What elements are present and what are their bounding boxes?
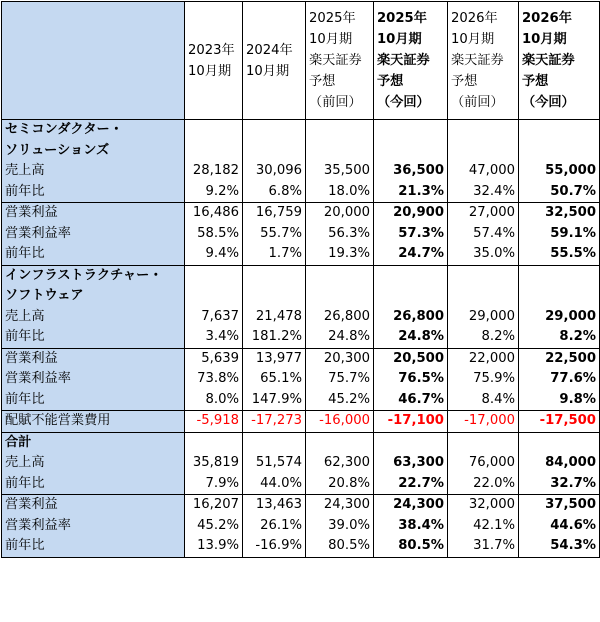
value: 24,300: [323, 497, 370, 512]
value-cell: [374, 348, 448, 411]
unallocated-row: [2, 411, 600, 433]
row-label-line: 前年比: [5, 475, 45, 491]
value: 29,000: [468, 308, 515, 324]
segment-sales-block: [2, 265, 600, 348]
value: 13.9%: [197, 538, 239, 553]
value: 62,300: [323, 455, 370, 470]
value: 8.2%: [481, 329, 515, 344]
value: 16,207: [192, 497, 239, 512]
corner-cell: [2, 2, 185, 120]
value: 47,000: [468, 163, 515, 178]
value-cell: [374, 411, 448, 433]
value: 16,759: [255, 205, 302, 220]
row-label-line: 営業利益率: [5, 517, 71, 533]
value: 55.7%: [260, 225, 302, 241]
value: 45.2%: [197, 517, 239, 533]
row-label-line: セミコンダクター・: [5, 122, 123, 137]
value-cell: [519, 432, 600, 495]
value: 181.2%: [251, 329, 302, 344]
row-label-line: 前年比: [5, 246, 45, 261]
value: 45.2%: [328, 391, 370, 407]
value-cell: [185, 120, 243, 203]
value-cell: [448, 432, 519, 495]
column-header: 2025年 10月期 楽天証券 予想 （今回）: [374, 2, 448, 120]
spacer: [519, 433, 596, 454]
column-header: 2023年 10月期: [185, 2, 243, 120]
value-cell: [448, 120, 519, 203]
value-cell: [448, 348, 519, 411]
value: -17,273: [251, 413, 302, 428]
value: 24.7%: [398, 246, 444, 261]
value: -17,500: [539, 413, 596, 428]
value: 27,000: [468, 205, 515, 220]
value-cell: [243, 265, 306, 348]
value: 57.3%: [398, 225, 444, 241]
spacer: [306, 266, 370, 307]
value: 22,500: [545, 350, 596, 366]
value-cell: [306, 203, 374, 266]
value: 26,800: [323, 308, 370, 324]
value: 56.3%: [328, 225, 370, 241]
value-cell: [374, 120, 448, 203]
value: 44.6%: [550, 517, 596, 533]
value-cell: [519, 120, 600, 203]
value: 32.7%: [550, 475, 596, 491]
value-cell: [519, 495, 600, 558]
row-label-line: 営業利益率: [5, 225, 71, 241]
row-label-line: 配賦不能営業費用: [5, 413, 111, 428]
column-header: 2026年 10月期 楽天証券 予想 （前回）: [448, 2, 519, 120]
row-label: [2, 265, 185, 348]
forecast-table: [1, 1, 600, 558]
value: 44.0%: [260, 475, 302, 491]
row-label: [2, 432, 185, 495]
value: 32.4%: [473, 183, 515, 199]
value-cell: [306, 265, 374, 348]
column-header: 2024年 10月期: [243, 2, 306, 120]
row-label-line: 前年比: [5, 329, 45, 344]
value: -17,100: [387, 413, 444, 428]
row-label: [2, 120, 185, 203]
value: 24.8%: [398, 329, 444, 344]
total-sales-block: [2, 432, 600, 495]
spacer: [519, 120, 596, 161]
spacer: [185, 120, 239, 161]
spacer: [374, 120, 444, 161]
value-cell: [243, 120, 306, 203]
value: 76.5%: [398, 371, 444, 386]
value: 8.2%: [559, 329, 596, 344]
value-cell: [448, 495, 519, 558]
value-cell: [448, 203, 519, 266]
value: 24.8%: [328, 329, 370, 344]
spacer: [448, 433, 515, 454]
row-label: [2, 495, 185, 558]
value: 39.0%: [328, 517, 370, 533]
value-cell: [185, 203, 243, 266]
row-label: [2, 348, 185, 411]
value: 37,500: [545, 497, 596, 512]
column-header: 2026年 10月期 楽天証券 予想 （今回）: [519, 2, 600, 120]
value-cell: [306, 348, 374, 411]
value: 46.7%: [398, 391, 444, 407]
value-cell: [374, 203, 448, 266]
value: 16,486: [192, 205, 239, 220]
value-cell: [185, 265, 243, 348]
value: 9.2%: [205, 183, 239, 199]
value-cell: [519, 348, 600, 411]
value: 31.7%: [473, 538, 515, 553]
value: 29,000: [545, 308, 596, 324]
column-header: 2025年 10月期 楽天証券 予想 （前回）: [306, 2, 374, 120]
value: 8.0%: [205, 391, 239, 407]
value: 32,500: [545, 205, 596, 220]
value: 65.1%: [260, 371, 302, 386]
row-label: [2, 411, 185, 433]
value: 7,637: [201, 308, 239, 324]
value: 20,300: [323, 350, 370, 366]
value: 35,500: [323, 163, 370, 178]
value: 77.6%: [550, 371, 596, 386]
row-label-line: 営業利益: [5, 350, 58, 366]
value-cell: [185, 411, 243, 433]
row-label-line: 合計: [5, 434, 32, 450]
value: 84,000: [545, 455, 596, 470]
value: -5,918: [196, 413, 239, 428]
value: 50.7%: [550, 183, 596, 199]
value: 26.1%: [260, 517, 302, 533]
spacer: [243, 120, 302, 161]
value-cell: [519, 203, 600, 266]
row-label-line: 営業利益: [5, 205, 58, 220]
row-label: [2, 203, 185, 266]
value: 75.9%: [473, 371, 515, 386]
value-cell: [374, 265, 448, 348]
value: 55,000: [545, 163, 596, 178]
value: 63,300: [393, 455, 444, 470]
row-label-line: ソフトウェア: [5, 288, 84, 303]
value-cell: [306, 120, 374, 203]
spacer: [306, 433, 370, 454]
value: 80.5%: [328, 538, 370, 553]
spacer: [185, 433, 239, 454]
value: 59.1%: [550, 225, 596, 241]
row-label-line: 売上高: [5, 308, 45, 324]
value-cell: [374, 495, 448, 558]
segment-sales-block: [2, 120, 600, 203]
value: 13,463: [255, 497, 302, 512]
value: 20.8%: [328, 475, 370, 491]
value-cell: [306, 432, 374, 495]
value: 5,639: [201, 350, 239, 366]
value: 9.4%: [205, 246, 239, 261]
value: 26,800: [393, 308, 444, 324]
value-cell: [519, 411, 600, 433]
value-cell: [306, 411, 374, 433]
value: 20,000: [323, 205, 370, 220]
value: 21,478: [255, 308, 302, 324]
value: 22.7%: [398, 475, 444, 491]
value: 55.5%: [550, 246, 596, 261]
value: 147.9%: [251, 391, 302, 407]
value: -16,000: [319, 413, 370, 428]
spacer: [243, 266, 302, 307]
row-label-line: 前年比: [5, 183, 45, 199]
segment-profit-block: [2, 203, 600, 266]
spacer: [448, 266, 515, 307]
value-cell: [185, 495, 243, 558]
value: 7.9%: [205, 475, 239, 491]
value: 32,000: [468, 497, 515, 512]
value: 58.5%: [197, 225, 239, 241]
total-profit-block: [2, 495, 600, 558]
spacer: [448, 120, 515, 161]
value-cell: [448, 265, 519, 348]
value: 36,500: [393, 163, 444, 178]
value: 76,000: [468, 455, 515, 470]
value: 75.7%: [328, 371, 370, 386]
value-cell: [306, 495, 374, 558]
spacer: [185, 266, 239, 307]
value: 20,500: [393, 350, 444, 366]
value: -17,000: [464, 413, 515, 428]
value: 73.8%: [197, 371, 239, 386]
value-cell: [243, 203, 306, 266]
value-cell: [374, 432, 448, 495]
row-label-line: インフラストラクチャー・: [5, 267, 163, 283]
value: 57.4%: [473, 225, 515, 241]
value: 22,000: [468, 350, 515, 366]
value-cell: [185, 348, 243, 411]
value: 42.1%: [473, 517, 515, 533]
value: 20,900: [393, 205, 444, 220]
value: -16.9%: [255, 538, 302, 553]
row-label-line: 前年比: [5, 538, 45, 553]
row-label-line: 前年比: [5, 391, 45, 407]
row-label-line: ソリューションズ: [5, 142, 110, 158]
spacer: [243, 433, 302, 454]
value: 19.3%: [328, 246, 370, 261]
value: 22.0%: [473, 475, 515, 491]
value: 30,096: [255, 163, 302, 178]
value-cell: [448, 411, 519, 433]
value: 18.0%: [328, 183, 370, 199]
value-cell: [185, 432, 243, 495]
value: 3.4%: [205, 329, 239, 344]
value: 13,977: [255, 350, 302, 366]
value: 35.0%: [473, 246, 515, 261]
value: 35,819: [192, 455, 239, 470]
row-label-line: 営業利益率: [5, 371, 71, 386]
value-cell: [243, 432, 306, 495]
value: 80.5%: [398, 538, 444, 553]
row-label-line: 売上高: [5, 163, 45, 178]
value: 6.8%: [268, 183, 302, 199]
value: 28,182: [192, 163, 239, 178]
spacer: [519, 266, 596, 307]
value: 51,574: [255, 455, 302, 470]
row-label-line: 売上高: [5, 455, 45, 470]
row-label-line: 営業利益: [5, 497, 58, 512]
value-cell: [243, 495, 306, 558]
segment-profit-block: [2, 348, 600, 411]
spacer: [374, 433, 444, 454]
value: 54.3%: [550, 538, 596, 553]
value: 8.4%: [481, 391, 515, 407]
value: 24,300: [393, 497, 444, 512]
header-row: [2, 2, 600, 120]
value: 38.4%: [398, 517, 444, 533]
value-cell: [243, 348, 306, 411]
spacer: [306, 120, 370, 161]
value: 9.8%: [559, 391, 596, 407]
value-cell: [519, 265, 600, 348]
value: 21.3%: [398, 183, 444, 199]
value-cell: [243, 411, 306, 433]
spacer: [374, 266, 444, 307]
value: 1.7%: [268, 246, 302, 261]
